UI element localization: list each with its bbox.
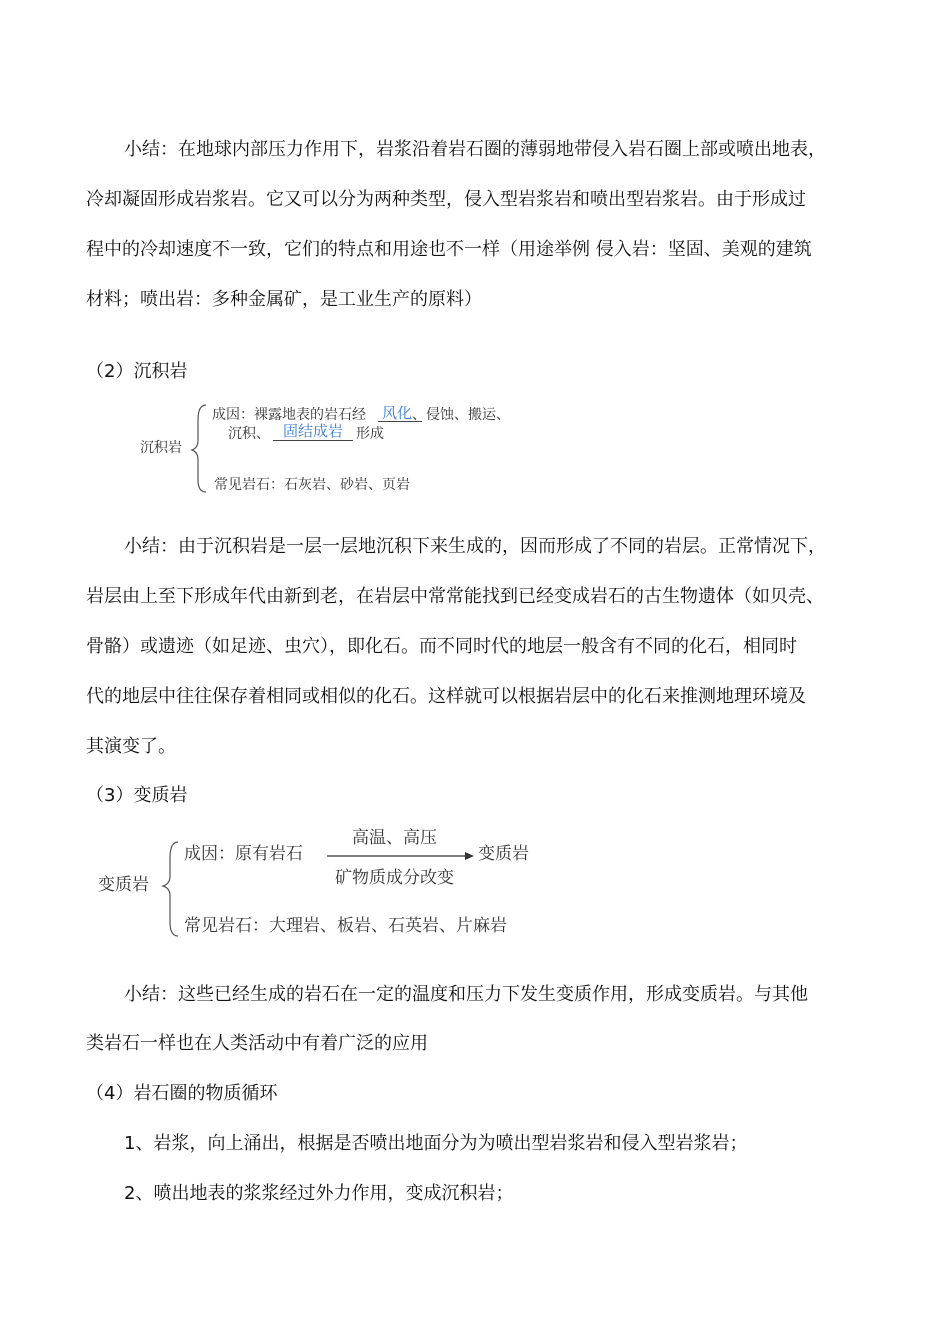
- cause-line2-suffix: 形成: [356, 426, 384, 442]
- common-rocks: 常见岩石：大理岩、板岩、石英岩、片麻岩: [184, 916, 507, 936]
- cause-line-1: [212, 405, 510, 425]
- arrow-condition-top: 高温、高压: [352, 828, 437, 848]
- section-heading-cycle: （4）岩石圈的物质循环: [86, 1083, 278, 1104]
- paragraph-line: 程中的冷却速度不一致，它们的特点和用途也不一样（用途举例 侵入岩：坚固、美观的建筑: [86, 239, 812, 260]
- diagram-root-label: 沉积岩: [140, 440, 182, 456]
- section-heading-metamorphic: （3）变质岩: [86, 785, 188, 806]
- section-heading-sedimentary: （2）沉积岩: [86, 361, 188, 382]
- paragraph-line: 小结：在地球内部压力作用下，岩浆沿着岩石圈的薄弱地带侵入岩石圈上部或喷出地表，: [124, 139, 826, 160]
- brace-shape: [192, 405, 206, 492]
- common-rocks: 常见岩石：石灰岩、砂岩、页岩: [214, 477, 410, 493]
- paragraph-line: 代的地层中往往保存着相同或相似的化石。这样就可以根据岩层中的化石来推测地理环境及: [86, 686, 806, 707]
- paragraph-line: 材料；喷出岩：多种金属矿，是工业生产的原料）: [86, 289, 482, 310]
- list-item: 2、喷出地表的浆浆经过外力作用，变成沉积岩；: [124, 1183, 514, 1204]
- cause-prefix: 成因：原有岩石: [184, 844, 303, 864]
- paragraph-line: 小结：这些已经生成的岩石在一定的温度和压力下发生变质作用，形成变质岩。与其他: [124, 984, 808, 1005]
- cause-line2-prefix: 沉积、: [228, 426, 270, 442]
- list-item: 1、岩浆，向上涌出，根据是否喷出地面分为为喷出型岩浆岩和侵入型岩浆岩；: [124, 1133, 748, 1154]
- arrow-head: [465, 852, 474, 860]
- handwritten-answer: 固结成岩: [283, 422, 344, 440]
- cause-suffix: 、侵蚀、搬运、: [412, 407, 510, 423]
- handwritten-answer: 风化: [382, 404, 413, 422]
- paragraph-line: 岩层由上至下形成年代由新到老，在岩层中常常能找到已经变成岩石的古生物遗体（如贝壳、: [86, 586, 824, 607]
- paragraph-line: 其演变了。: [86, 736, 176, 757]
- paragraph-line: 小结：由于沉积岩是一层一层地沉积下来生成的，因而形成了不同的岩层。正常情况下，: [124, 536, 826, 557]
- paragraph-line: 冷却凝固形成岩浆岩。它又可以分为两种类型，侵入型岩浆岩和喷出型岩浆岩。由于形成过: [86, 189, 806, 210]
- brace-shape: [163, 842, 178, 936]
- paragraph-line: 骨骼）或遗迹（如足迹、虫穴），即化石。而不同时代的地层一般含有不同的化石，相同时: [86, 636, 797, 657]
- result-label: 变质岩: [478, 844, 529, 864]
- cause-prefix: 成因：裸露地表的岩石经: [212, 407, 366, 423]
- paragraph-line: 类岩石一样也在人类活动中有着广泛的应用: [86, 1033, 428, 1054]
- diagram-root-label: 变质岩: [98, 875, 149, 895]
- arrow-condition-bottom: 矿物质成分改变: [335, 868, 454, 888]
